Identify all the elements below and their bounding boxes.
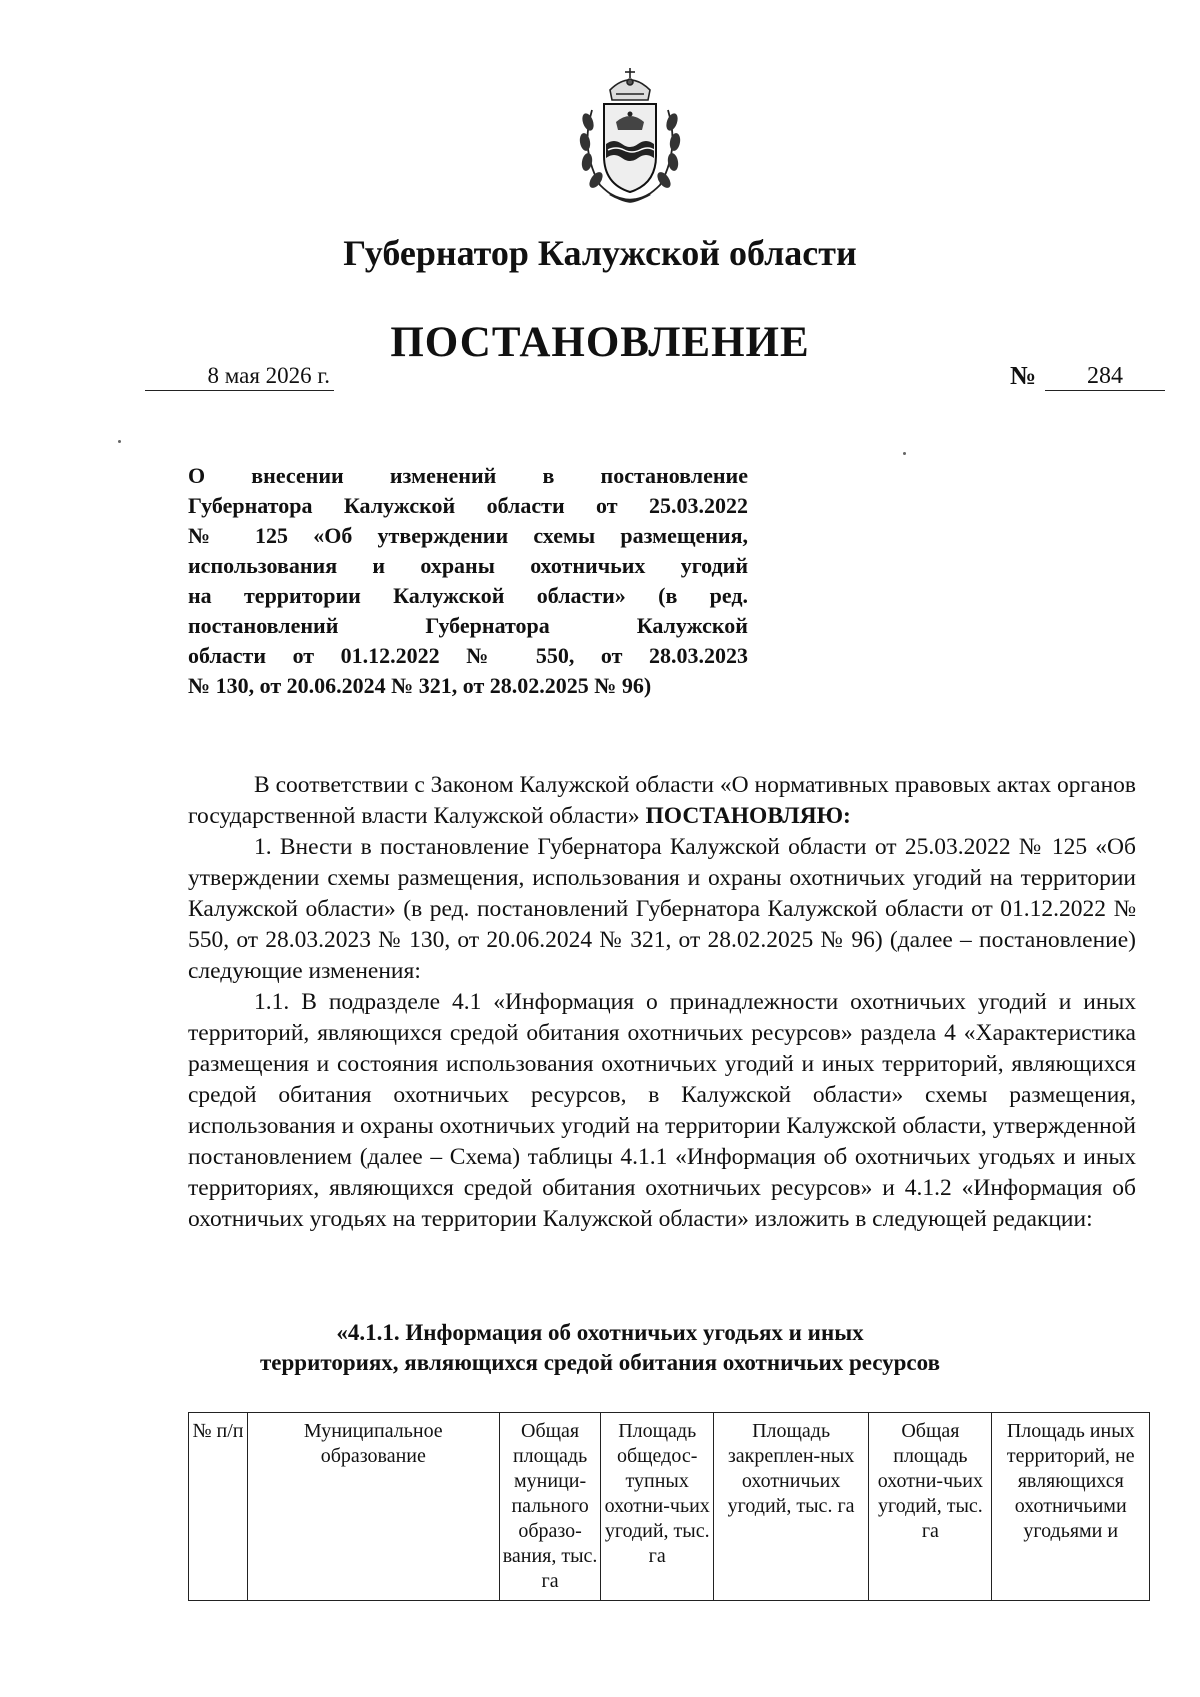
document-number: 284 [1045,362,1165,391]
table-header-row [189,1413,1150,1601]
number-sign: № [1010,361,1037,390]
subject-line: области от 01.12.2022 № 550, от 28.03.2023 [188,643,748,668]
subject-line: постановлений Губернатора Калужской [188,613,748,638]
clause-1-paragraph: 1. Внести в постановление Губернатора Калужской области от 25.03.2022 № 125 «Об утверждении схемы размещения, использования и охраны охотничьих угодий на территории Калужской области» (в ред. постановлений Губернатора Калужской области от 01.12.2022 № 550, от 28.03.2023 № 130, от 20.06.2024 № 321, от 28.02.2025 № 96) (далее – постановление) следующие изменения: [188,834,1136,984]
subject-line: О внесении изменений в постановление [188,463,748,488]
clause-1-1-paragraph: 1.1. В подразделе 4.1 «Информация о принадлежности охотничьих угодий и иных территорий, являющихся средой обитания охотничьих ресурсов» раздела 4 «Характеристика размещения и состояния использования охотничьих угодий и иных территорий, являющихся средой обитания охотничьих ресурсов, в Калужской области» схемы размещения, использования и охраны охотничьих угодий на территории Калужской области, утвержденной постановлением (далее – Схема) таблицы 4.1.1 «Информация об охотничьих угодьях и иных территориях, являющихся средой обитания охотничьих ресурсов» и 4.1.2 «Информация об охотничьих угодьях на территории Калужской области» изложить в следующей редакции: [188,989,1136,1232]
subject-line: использования и охраны охотничьих угодий [188,553,748,578]
document-subject-title [188,461,748,701]
table-title [0,1318,1200,1378]
document-type-heading: ПОСТАНОВЛЕНИЕ [390,319,810,366]
scan-speck [903,452,906,455]
table-header-cell: Муниципальное образование [247,1413,499,1601]
table-title-line: «4.1.1. Информация об охотничьих угодьях и иных [336,1320,864,1345]
resolve-keyword: ПОСТАНОВЛЯЮ: [645,803,851,829]
table-header-cell: № п/п [189,1413,248,1601]
subject-line: на территории Калужской области» (в ред. [188,583,748,608]
subject-line: № 130, от 20.06.2024 № 321, от 28.02.2025 № 96) [188,673,652,698]
coat-of-arms-emblem [570,60,690,210]
subject-line: Губернатора Калужской области от 25.03.2022 [188,493,748,518]
hunting-grounds-table [188,1412,1150,1601]
table-header-cell: Площадь закреплен-ных охотничьих угодий, тыс. га [713,1413,868,1601]
preamble-text: В соответствии с Законом Калужской области «О нормативных правовых актах органов государственной власти Калужской области» [188,772,1136,829]
document-date: 8 мая 2026 г. [145,362,334,391]
document-body [188,770,1136,1235]
table-header-cell: Площадь иных территорий, не являющихся охотничьими угодьями и [992,1413,1150,1601]
table-header-cell: Площадь общедос-тупных охотни-чьих угодий, тыс. га [601,1413,713,1601]
issuer-title: Губернатор Калужской области [343,233,857,273]
scan-speck [118,440,121,443]
table-header-cell: Общая площадь охотни-чьих угодий, тыс. га [869,1413,992,1601]
table-title-line: территориях, являющихся средой обитания охотничьих ресурсов [259,1350,940,1375]
subject-line: № 125 «Об утверждении схемы размещения, [188,523,748,548]
preamble-paragraph [188,770,1136,832]
table-header-cell: Общая площадь муници-пального образо-вания, тыс. га [499,1413,601,1601]
